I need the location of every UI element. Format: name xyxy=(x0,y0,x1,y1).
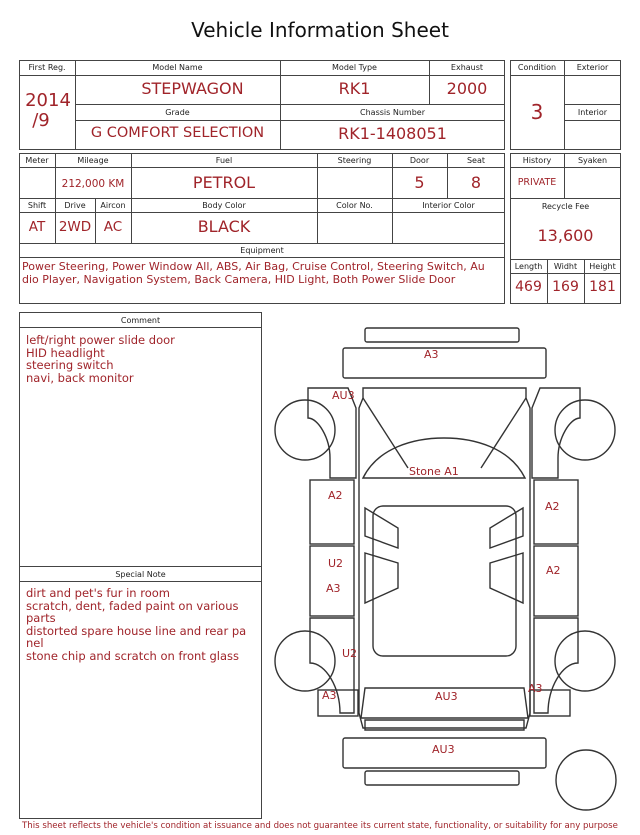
roof xyxy=(373,506,516,656)
wheel-rear-left xyxy=(275,631,335,691)
grade: G COMFORT SELECTION xyxy=(90,125,265,141)
right-front-fender xyxy=(532,388,580,478)
comment-line: navi, back monitor xyxy=(26,370,134,385)
note-line: scratch, dent, faded paint on various xyxy=(26,598,239,613)
model-name: STEPWAGON xyxy=(141,79,244,98)
front-hood-panel xyxy=(343,348,546,378)
equipment-line: Power Steering, Power Window All, ABS, Air Bag, Cruise Control, Steering Switch, Au xyxy=(22,260,485,273)
right-slide-door xyxy=(534,546,578,616)
mileage-label: Mileage xyxy=(77,156,109,165)
width: 169 xyxy=(552,279,579,295)
special-note-label: Special Note xyxy=(115,570,166,579)
damage-left-front-door: A2 xyxy=(328,489,343,502)
comment-text xyxy=(26,334,258,384)
rear-step xyxy=(365,771,519,785)
equipment-list xyxy=(22,261,500,286)
aircon: AC xyxy=(103,219,123,235)
hood-line-right xyxy=(481,398,526,468)
hood-line-left xyxy=(363,398,408,468)
model-type: RK1 xyxy=(338,79,371,98)
comment-line: HID headlight xyxy=(26,345,105,360)
body-color-label: Body Color xyxy=(202,201,246,210)
damage-left-slide-door-2: A3 xyxy=(326,582,341,595)
damage-right-rear-corner: A3 xyxy=(528,682,543,695)
mileage: 212,000 KM xyxy=(61,178,125,190)
length: 469 xyxy=(515,279,542,295)
damage-windshield: Stone A1 xyxy=(409,465,459,478)
damage-left-quarter: U2 xyxy=(342,647,358,660)
exhaust: 2000 xyxy=(446,79,488,98)
front-bumper-outline xyxy=(365,328,519,342)
equipment-line: dio Player, Navigation System, Back Camera, HID Light, Both Power Slide Door xyxy=(22,272,456,286)
damage-left-rear-corner: A3 xyxy=(322,689,337,702)
steering-label: Steering xyxy=(337,156,372,165)
interior-color-label: Interior Color xyxy=(422,201,475,210)
exhaust-label: Exhaust xyxy=(450,63,484,72)
comment-line: left/right power slide door xyxy=(26,333,175,347)
damage-rear-hatch: AU3 xyxy=(435,690,458,703)
recycle-fee-label: Recycle Fee xyxy=(541,202,590,211)
damage-left-slide-door-1: U2 xyxy=(328,557,344,570)
history-label: History xyxy=(522,156,552,165)
damage-front-bumper: A3 xyxy=(424,348,439,361)
disclaimer-footer: This sheet reflects the vehicle's condition at issuance and does not guarantee its current state, functionality, or suitability for any purpose xyxy=(22,821,618,831)
damage-left-fender: AU3 xyxy=(332,389,355,402)
door-count: 5 xyxy=(414,173,425,192)
fuel: PETROL xyxy=(192,173,256,192)
interior-label: Interior xyxy=(577,108,608,117)
door-label: Door xyxy=(409,156,430,165)
first-reg-year: 2014 xyxy=(25,90,71,111)
special-note-text xyxy=(26,587,258,662)
note-line: parts xyxy=(26,611,56,625)
color-no-label: Color No. xyxy=(336,201,373,210)
chassis-number: RK1-1408051 xyxy=(338,124,447,143)
note-line: dirt and pet's fur in room xyxy=(26,586,170,600)
first-reg-label: First Reg. xyxy=(28,63,66,72)
seat-count: 8 xyxy=(470,173,482,192)
wheel-rear-right xyxy=(555,631,615,691)
wheel-front-left xyxy=(275,400,335,460)
condition-label: Condition xyxy=(517,63,557,72)
note-line: stone chip and scratch on front glass xyxy=(26,648,239,663)
width-label: Widht xyxy=(553,262,578,271)
chassis-label: Chassis Number xyxy=(360,108,425,117)
seat-label: Seat xyxy=(466,156,486,165)
right-window-2 xyxy=(490,553,523,603)
meter-label: Meter xyxy=(25,156,49,165)
height-label: Height xyxy=(589,262,616,271)
condition-grade: 3 xyxy=(530,100,544,124)
spare-wheel xyxy=(556,750,616,810)
page-title: Vehicle Information Sheet xyxy=(191,18,449,42)
history: PRIVATE xyxy=(517,177,557,188)
grade-label: Grade xyxy=(165,108,190,117)
right-window-1 xyxy=(490,508,523,548)
drive-label: Drive xyxy=(64,201,86,210)
fuel-label: Fuel xyxy=(215,156,233,165)
damage-right-slide-door: A2 xyxy=(546,564,561,577)
syaken-label: Syaken xyxy=(577,156,608,165)
recycle-fee: 13,600 xyxy=(537,226,594,245)
left-window-2 xyxy=(365,553,398,603)
equipment-label: Equipment xyxy=(240,246,284,255)
length-label: Length xyxy=(514,262,543,271)
comment-label: Comment xyxy=(120,316,161,325)
left-window-1 xyxy=(365,508,398,548)
first-reg-month: /9 xyxy=(32,110,50,131)
shift: AT xyxy=(28,219,46,235)
body-color: BLACK xyxy=(197,217,251,236)
model-name-label: Model Name xyxy=(152,63,203,72)
comment-line: steering switch xyxy=(26,358,114,372)
height: 181 xyxy=(589,279,616,295)
note-line: nel xyxy=(26,636,44,650)
aircon-label: Aircon xyxy=(100,201,126,210)
damage-rear-bumper: AU3 xyxy=(432,743,455,756)
drive: 2WD xyxy=(58,219,92,235)
exterior-label: Exterior xyxy=(576,63,609,72)
model-type-label: Model Type xyxy=(332,63,377,72)
damage-right-front-door: A2 xyxy=(545,500,560,513)
shift-label: Shift xyxy=(27,201,47,210)
wheel-front-right xyxy=(555,400,615,460)
note-line: distorted spare house line and rear pa xyxy=(26,623,247,638)
